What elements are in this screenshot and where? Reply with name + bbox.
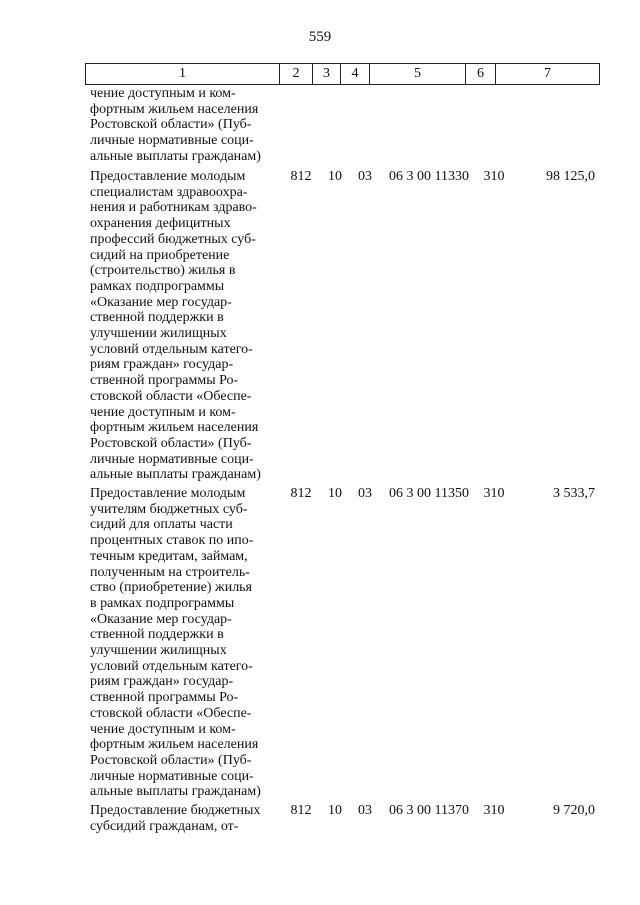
desc-line: чение доступным и ком- bbox=[90, 404, 236, 420]
desc-line: рамках подпрограммы bbox=[90, 278, 225, 294]
desc-line: альные выплаты гражданам) bbox=[90, 148, 261, 164]
cell-sum: 9 720,0 bbox=[553, 803, 595, 818]
desc-line: охранения дефицитных bbox=[90, 216, 231, 232]
header-col-2: 2 bbox=[279, 64, 312, 84]
desc-line: субсидий гражданам, от- bbox=[90, 818, 239, 834]
desc-line: ственной поддержки в bbox=[90, 627, 224, 643]
cell-section: 10 bbox=[328, 169, 342, 184]
header-col-7: 7 bbox=[495, 64, 599, 84]
desc-line: риям граждан» государ- bbox=[90, 357, 234, 373]
cell-kind: 310 bbox=[483, 486, 505, 501]
desc-line: стовской области «Обеспе- bbox=[90, 388, 252, 404]
row-description bbox=[90, 486, 276, 800]
cell-admin: 812 bbox=[290, 803, 312, 818]
cell-subsection: 03 bbox=[358, 803, 372, 818]
desc-line: альные выплаты гражданам) bbox=[90, 784, 261, 800]
desc-line: Предоставление молодым bbox=[90, 169, 246, 184]
desc-line: чение доступным и ком- bbox=[90, 721, 236, 737]
cell-target: 06 3 00 11350 bbox=[389, 486, 469, 501]
row-description bbox=[90, 803, 276, 834]
desc-line: риям граждан» государ- bbox=[90, 674, 234, 690]
desc-line: фортным жильем населения bbox=[90, 101, 259, 117]
desc-line: профессий бюджетных суб- bbox=[90, 231, 256, 247]
desc-line: Ростовской области» (Пуб- bbox=[90, 752, 252, 768]
cell-sum: 98 125,0 bbox=[546, 169, 595, 184]
desc-line: альные выплаты гражданам) bbox=[90, 467, 261, 483]
desc-line: «Оказание мер государ- bbox=[90, 294, 232, 310]
row-description bbox=[90, 169, 276, 483]
cell-section: 10 bbox=[328, 803, 342, 818]
header-col-1: 1 bbox=[179, 66, 186, 81]
desc-line: в рамках подпрограммы bbox=[90, 595, 235, 611]
desc-line: (строительство) жилья в bbox=[90, 263, 236, 279]
desc-line: Ростовской области» (Пуб- bbox=[90, 117, 252, 133]
cell-subsection: 03 bbox=[358, 486, 372, 501]
desc-line: ственной программы Ро- bbox=[90, 373, 239, 389]
desc-line: фортным жильем населения bbox=[90, 737, 259, 753]
desc-line: личные нормативные соци- bbox=[90, 451, 254, 467]
cell-kind: 310 bbox=[483, 169, 505, 184]
header-col-4: 4 bbox=[340, 64, 369, 84]
desc-line: сидий на приобретение bbox=[90, 247, 230, 263]
page-number: 559 bbox=[308, 29, 332, 45]
desc-line: полученным на строитель- bbox=[90, 564, 250, 580]
desc-line: Предоставление бюджетных bbox=[90, 803, 261, 818]
cell-sum: 3 533,7 bbox=[553, 486, 595, 501]
cell-admin: 812 bbox=[290, 169, 312, 184]
header-col-6: 6 bbox=[465, 64, 495, 84]
desc-line: ственной поддержки в bbox=[90, 310, 224, 326]
table-header bbox=[85, 63, 600, 85]
desc-line: процентных ставок по ипо- bbox=[90, 533, 254, 549]
desc-line: специалистам здравоохра- bbox=[90, 184, 248, 200]
desc-line: нения и работникам здраво- bbox=[90, 200, 257, 216]
desc-line: чение доступным и ком- bbox=[90, 86, 236, 101]
cell-kind: 310 bbox=[483, 803, 505, 818]
desc-line: течным кредитам, займам, bbox=[90, 548, 248, 564]
desc-line: Предоставление молодым bbox=[90, 486, 246, 501]
cell-target: 06 3 00 11370 bbox=[389, 803, 469, 818]
desc-line: личные нормативные соци- bbox=[90, 133, 254, 149]
desc-line: стовской области «Обеспе- bbox=[90, 705, 252, 721]
cell-target: 06 3 00 11330 bbox=[389, 169, 469, 184]
desc-line: Ростовской области» (Пуб- bbox=[90, 435, 252, 451]
cell-subsection: 03 bbox=[358, 169, 372, 184]
cell-admin: 812 bbox=[290, 486, 312, 501]
desc-line: личные нормативные соци- bbox=[90, 768, 254, 784]
header-col-5: 5 bbox=[369, 64, 465, 84]
continuation-description bbox=[90, 86, 276, 165]
desc-line: улучшении жилищных bbox=[90, 643, 227, 659]
desc-line: ственной программы Ро- bbox=[90, 690, 239, 706]
header-col-3: 3 bbox=[312, 64, 340, 84]
desc-line: условий отдельным катего- bbox=[90, 341, 253, 357]
desc-line: условий отдельным катего- bbox=[90, 658, 253, 674]
desc-line: улучшении жилищных bbox=[90, 326, 227, 342]
desc-line: ство (приобретение) жилья bbox=[90, 580, 252, 596]
desc-line: «Оказание мер государ- bbox=[90, 611, 232, 627]
desc-line: учителям бюджетных суб- bbox=[90, 501, 248, 517]
cell-section: 10 bbox=[328, 486, 342, 501]
desc-line: фортным жильем населения bbox=[90, 420, 259, 436]
desc-line: сидий для оплаты части bbox=[90, 517, 233, 533]
